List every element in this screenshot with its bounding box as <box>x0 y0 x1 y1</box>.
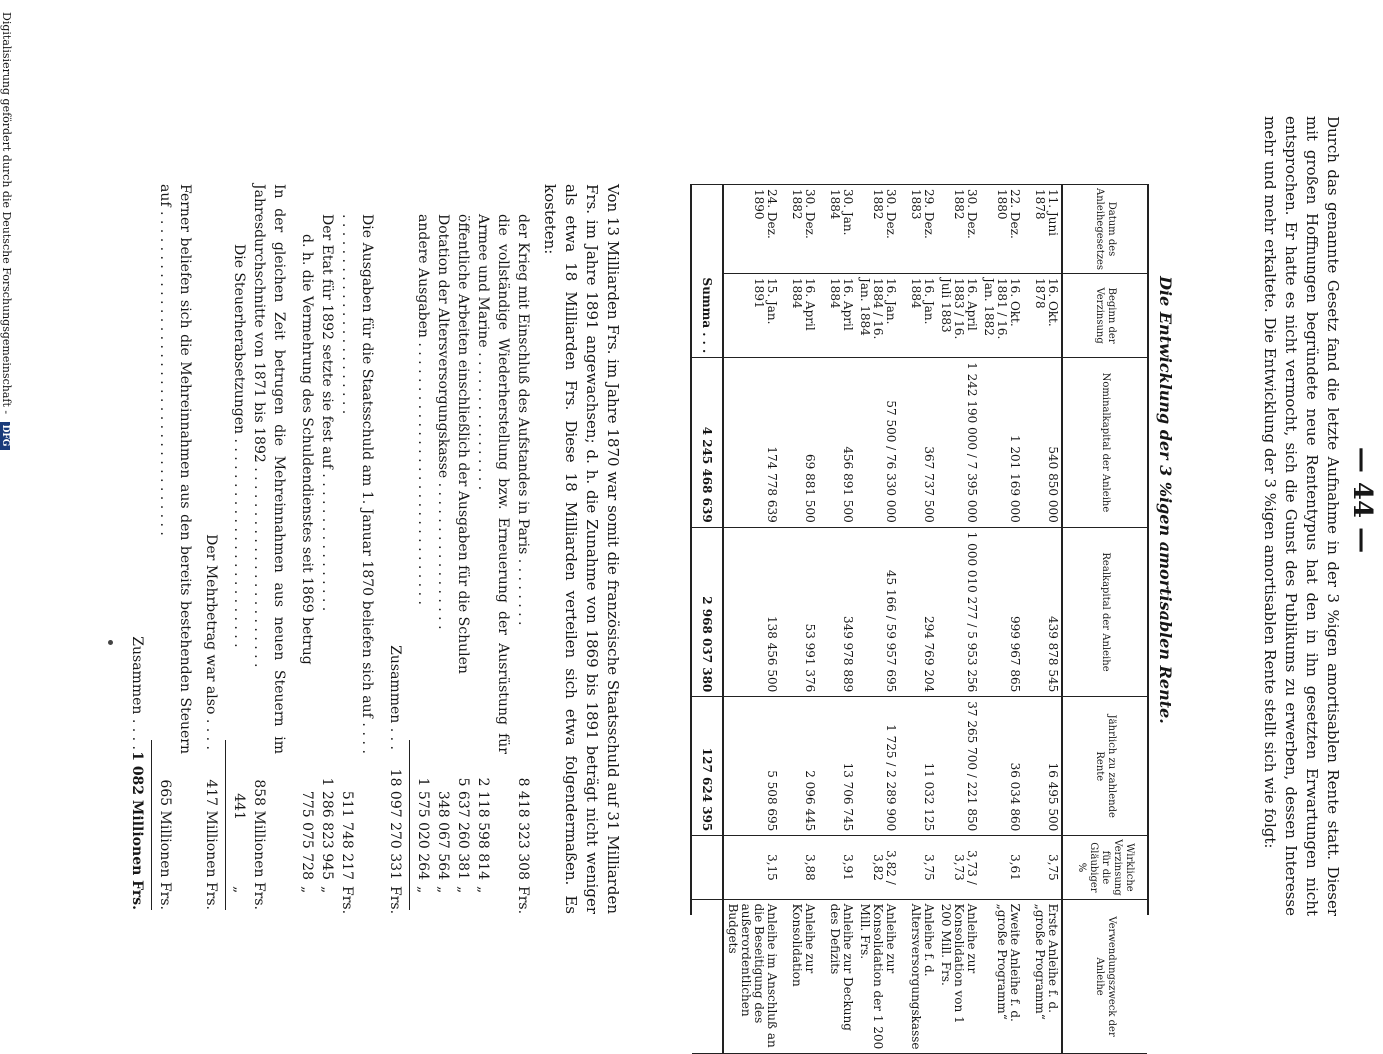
cell-start: 16. Okt. 1878 <box>1023 274 1062 358</box>
cell-start: 16. Jan. 1884 / 16. Jan. 1884 <box>856 274 899 358</box>
header-purpose: Verwendungszweck der Anleihe <box>1062 899 1147 1054</box>
page-number: — 44 — <box>1347 446 1377 554</box>
header-rate: Wirkliche Verzinsung für die Gläubiger % <box>1062 836 1147 899</box>
further-amount: 665 Millionen Frs. <box>157 779 173 910</box>
cost-unit: „ <box>415 886 431 894</box>
cell-rate: 3,61 <box>980 836 1023 899</box>
cell-start: 16. April 1884 <box>818 274 856 358</box>
table-row <box>937 185 980 1054</box>
cell-start: 16. Okt. 1881 / 16. Jan. 1882 <box>980 274 1023 358</box>
debt-label: Die Ausgaben für die Staatsschuld am 1. Januar 1870 beliefen sich auf . . . . . . . . . . . . . . . . . . . . . . . . . . . <box>339 214 375 754</box>
debt-unit: Frs. <box>339 886 355 915</box>
cell-date: 11. Juni 1878 <box>1023 185 1062 274</box>
cell-nominal: 540 850 000 <box>1023 358 1062 528</box>
debt-amount: 511 748 217 <box>339 790 355 880</box>
debt-label: Der Etat für 1892 setzte sie fest auf . . . . . . . . . . . . . . . . <box>319 214 335 612</box>
cell-real: 294 769 204 <box>899 527 937 697</box>
footer-text: Digitalisierung gefördert durch die Deutsche Forschungsgemeinschaft - <box>0 12 13 415</box>
sum-annual: 127 624 395 <box>692 697 723 836</box>
costs-total-unit: Frs. <box>387 886 403 915</box>
cell-rate: 3,91 <box>818 836 856 899</box>
intro-paragraph: Durch das genannte Gesetz fand die letzte Aufnahme in der 3 %igen amortisablen Rente statt. Dieser mit großen Hoffnungen begründete neue Rententypus hat den in ihn gesetzten Erwartungen nicht entsprochen. Er hatte es nicht vermocht, sich die Gunst des Publikums zu erwerben, dessen Interesse mehr und mehr erkaltete. Die Entwicklung der 3 %igen amortisablen Rente stellt sich wie folgt: <box>1261 116 1342 916</box>
cell-purpose: Anleihe zur Konsolidation der 1 200 Mill. Frs. <box>856 899 899 1054</box>
cell-purpose: Zweite Anleihe f. d. „große Programm“ <box>980 899 1023 1054</box>
cell-purpose: Anleihe zur Deckung des Defizits <box>818 899 856 1054</box>
header-start: Beginn der Verzinsung <box>1062 274 1147 358</box>
cell-date: 30. Jan. 1884 <box>818 185 856 274</box>
tax-reduction-unit: „ <box>231 886 247 894</box>
cell-annual: 11 032 125 <box>899 697 937 836</box>
tax-reduction-label: Die Steuerherabsetzungen . . . . . . . . . . . . . . . . . . . . . . . . <box>231 244 247 648</box>
cell-date: 29. Dez. 1883 <box>899 185 937 274</box>
cell-date: 24. Dez. 1890 <box>723 185 780 274</box>
tax-reduction-amount: 441 <box>231 793 247 820</box>
cost-amount: 348 067 564 <box>435 790 451 880</box>
dfg-logo: DFG <box>0 422 10 450</box>
debt-label: d. h. die Vermehrung des Schuldendienstes seit 1869 betrug <box>299 234 315 665</box>
divider <box>225 740 226 910</box>
cell-annual: 37 265 700 / 221 850 <box>937 697 980 836</box>
cell-purpose: Anleihe zur Konsolidation von 1 200 Mill. Frs. <box>937 899 980 1054</box>
table-row <box>856 185 899 1054</box>
cell-real: 1 000 010 277 / 5 953 256 <box>937 527 980 697</box>
cell-date: 22. Dez. 1880 <box>980 185 1023 274</box>
cell-purpose: Erste Anleihe f. d. „große Programm“ <box>1023 899 1062 1054</box>
table-title: Die Entwicklung der 3 %igen amortisablen Rente. <box>1156 276 1175 724</box>
cell-start: 16. April 1884 <box>780 274 818 358</box>
revenue-paragraph: In der gleichen Zeit betrugen die Mehreinnahmen aus neuen Steuern im Jahresdurchschnitte von 1871 bis 1892 . . . . . . . . . . . . . . . . . . . . . . . <box>251 184 287 754</box>
cost-unit: „ <box>435 886 451 894</box>
total-label: Zusammen . . . . <box>129 636 145 750</box>
cell-nominal: 1 201 169 000 <box>980 358 1023 528</box>
cost-label: öffentliche Arbeiten einschließlich der Ausgaben für die Schulen <box>455 214 471 674</box>
cell-real: 138 456 500 <box>723 527 780 697</box>
table-row <box>1023 185 1062 1054</box>
table-row <box>780 185 818 1054</box>
cell-nominal: 456 891 500 <box>818 358 856 528</box>
cost-amount: 8 418 323 308 <box>515 777 531 880</box>
cell-purpose: Anleihe im Anschluß an die Beseitigung des außerordentlichen Budgets <box>723 899 780 1054</box>
table-row <box>723 185 780 1054</box>
ink-dot <box>108 640 113 645</box>
further-label: Ferner beliefen sich die Mehreinnahmen aus den bereits bestehenden Steuern auf . . . . . . . . . . . . . . . . . . . . . . . . . . . . . . . . . . . . . <box>157 184 193 754</box>
summary-paragraph: Von 13 Milliarden Frs. im Jahre 1870 war somit die französische Staatsschuld auf 31 Milliarden Frs. im Jahre 1891 angewachsen; d. h. die Zunahme von 1869 bis 1891 beträgt nicht weniger als etwa 18 Milliarden Frs. Diese 18 Milliarden verteilen sich etwa folgendermaßen. Es kosteten: <box>541 184 622 914</box>
cost-label: Dotation der Altersversorgungskasse . . . . . . . . . . . . . . . . . <box>435 214 451 630</box>
cell-purpose: Anleihe f. d. Altersversorgungskasse <box>899 899 937 1054</box>
cost-label: die vollständige Wiederherstellung bzw. Erneuerung der Ausrüstung für Armee und Marine . . . . . . . . . . . . . . . . <box>475 214 511 754</box>
cell-rate: 3,15 <box>723 836 780 899</box>
cell-annual: 36 034 860 <box>980 697 1023 836</box>
cell-annual: 2 096 445 <box>780 697 818 836</box>
cell-rate: 3,88 <box>780 836 818 899</box>
cost-unit: „ <box>475 886 491 894</box>
header-nominal: Nominalkapital der Anleihe <box>1062 358 1147 528</box>
table-row <box>899 185 937 1054</box>
cell-annual: 5 508 695 <box>723 697 780 836</box>
rente-table <box>690 184 1149 1050</box>
divider <box>409 740 410 910</box>
cell-purpose: Anleihe zur Konsolidation <box>780 899 818 1054</box>
costs-total-amount: 18 097 270 331 <box>387 768 403 880</box>
cell-date: 30. Dez. 1882 <box>937 185 980 274</box>
cell-nominal: 69 881 500 <box>780 358 818 528</box>
table-sum-row <box>692 185 723 1054</box>
cell-rate: 3,75 <box>899 836 937 899</box>
cost-label: der Krieg mit Einschluß des Aufstandes in Paris . . . . . . . . <box>515 214 531 626</box>
digitization-footer <box>0 12 13 450</box>
debt-amount: 1 286 823 945 <box>319 777 335 880</box>
cell-annual: 1 725 / 2 289 900 <box>856 697 899 836</box>
cell-nominal: 367 737 500 <box>899 358 937 528</box>
header-date: Datum des Anleihegesetzes <box>1062 185 1147 274</box>
revenue-amount: 858 Millionen Frs. <box>251 779 267 910</box>
header-real: Realkapital der Anleihe <box>1062 527 1147 697</box>
cost-unit: Frs. <box>515 886 531 915</box>
cell-start: 16. April 1883 / 16. Juli 1883 <box>937 274 980 358</box>
sum-nominal: 4 245 468 639 <box>692 358 723 528</box>
debt-unit: „ <box>319 886 335 894</box>
cell-real: 349 978 889 <box>818 527 856 697</box>
surplus-label: Der Mehrbetrag war also . . . . <box>203 534 219 750</box>
cost-amount: 1 575 020 264 <box>415 777 431 880</box>
cell-rate: 3,75 <box>1023 836 1062 899</box>
cell-nominal: 57 500 / 76 330 000 <box>856 358 899 528</box>
cell-real: 439 878 545 <box>1023 527 1062 697</box>
cost-amount: 5 637 260 381 <box>455 777 471 880</box>
surplus-amount: 417 Millionen Frs. <box>203 779 219 910</box>
cell-date: 30. Dez. 1882 <box>780 185 818 274</box>
cell-rate: 3,73 / 3,73 <box>937 836 980 899</box>
total-amount: 1 082 Millionen Frs. <box>129 751 145 910</box>
cell-annual: 13 706 745 <box>818 697 856 836</box>
cell-real: 45 166 / 59 957 695 <box>856 527 899 697</box>
table-row <box>818 185 856 1054</box>
cost-unit: „ <box>455 886 471 894</box>
cell-date: 30. Dez. 1882 <box>856 185 899 274</box>
cell-real: 53 991 376 <box>780 527 818 697</box>
sum-label: Summa . . . <box>692 274 723 358</box>
debt-amount: 775 075 728 <box>299 790 315 880</box>
cost-label: andere Ausgaben . . . . . . . . . . . . . . . . . . . . . . . . . . . . . . <box>415 214 431 605</box>
header-annual: Jährlich zu zahlende Rente <box>1062 697 1147 836</box>
table-row <box>980 185 1023 1054</box>
costs-total-label: Zusammen . . . <box>387 645 403 750</box>
debt-unit: „ <box>299 886 315 894</box>
cell-annual: 16 495 500 <box>1023 697 1062 836</box>
cell-nominal: 174 778 639 <box>723 358 780 528</box>
cell-real: 999 967 865 <box>980 527 1023 697</box>
cell-nominal: 1 242 190 000 / 7 395 000 <box>937 358 980 528</box>
cell-rate: 3,82 / 3,82 <box>856 836 899 899</box>
sum-real: 2 968 037 380 <box>692 527 723 697</box>
cost-amount: 2 118 598 814 <box>475 777 491 880</box>
cell-start: 16. Jan. 1884 <box>899 274 937 358</box>
divider <box>151 740 152 910</box>
cell-start: 15. Jan. 1891 <box>723 274 780 358</box>
